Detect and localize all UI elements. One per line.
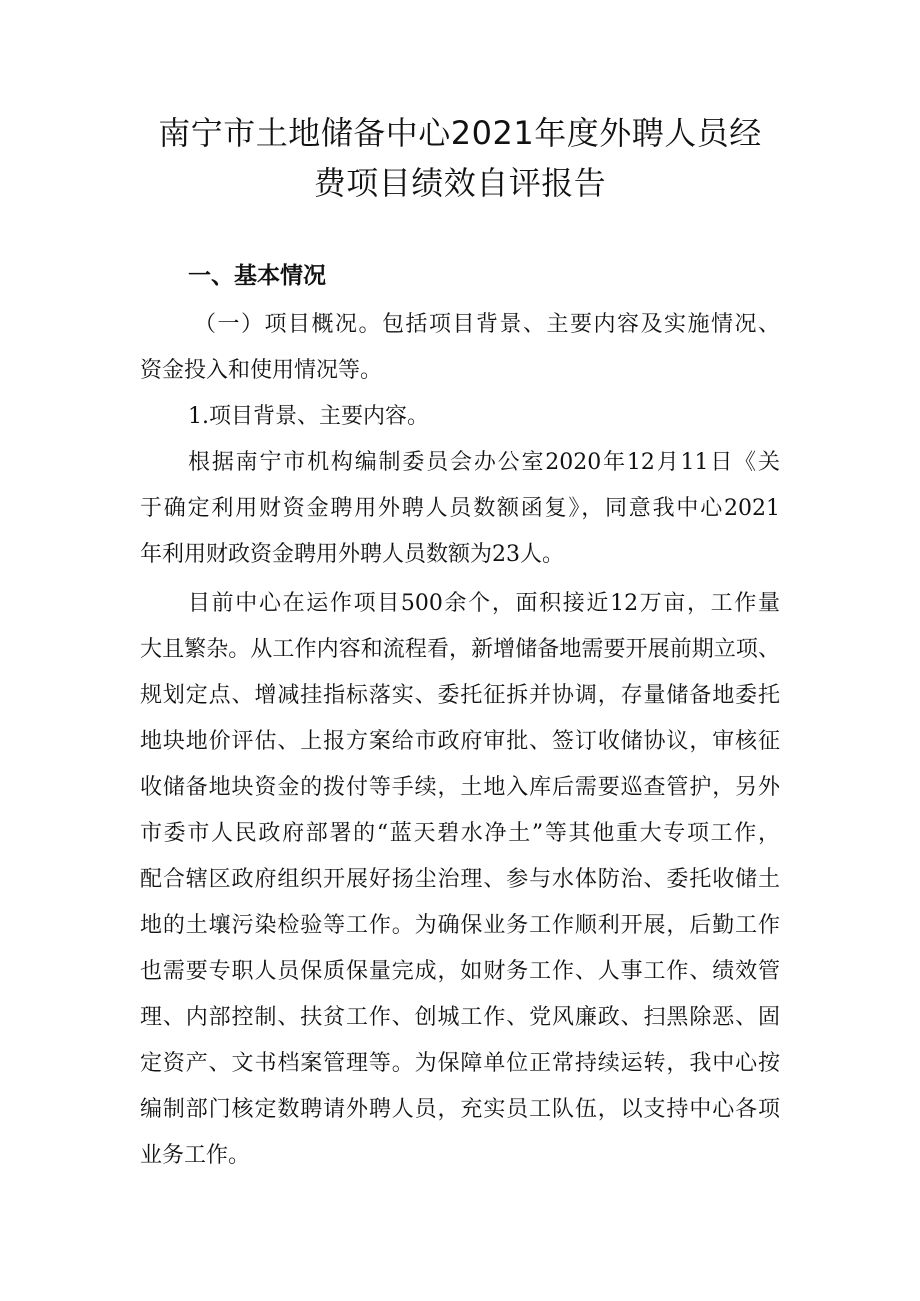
paragraph-line-4: 根据南宁市机构编制委员会办公室2020年12月11日《关 [188,450,780,475]
paragraph-line-13: 配合辖区政府组织开展好扬尘治理、参与水体防治、委托收储土 [140,867,780,892]
paragraph-line-19: 业务工作。 [140,1143,251,1168]
paragraph-line-6: 年利用财政资金聘用外聘人员数额为23人。 [140,542,564,567]
paragraph-line-14: 地的土壤污染检验等工作。为确保业务工作顺利开展，后勤工作 [140,913,780,938]
paragraph-line-7: 目前中心在运作项目500余个，面积接近12万亩，工作量 [188,591,780,616]
paragraph-line-5: 于确定利用财资金聘用外聘人员数额函复》，同意我中心2021 [140,496,780,521]
document-title-line-1: 南宁市土地储备中心2021年度外聘人员经 [158,114,762,152]
paragraph-line-10: 地块地价评估、上报方案给市政府审批、签订收储协议，审核征 [140,729,780,754]
paragraph-line-1: （一）项目概况。包括项目背景、主要内容及实施情况、 [194,312,780,337]
document-title-line-2: 费项目绩效自评报告 [313,164,607,202]
section-heading-basic-info: 一、基本情况 [188,263,326,289]
paragraph-line-18: 编制部门核定数聘请外聘人员，充实员工队伍，以支持中心各项 [140,1097,780,1122]
paragraph-line-16: 理、内部控制、扶贫工作、创城工作、党风廉政、扫黑除恶、固 [140,1005,780,1030]
paragraph-line-9: 规划定点、增减挂指标落实、委托征拆并协调，存量储备地委托 [140,683,780,708]
paragraph-line-2: 资金投入和使用情况等。 [140,358,383,383]
paragraph-line-11: 收储备地块资金的拨付等手续，土地入库后需要巡查管护，另外 [140,775,780,800]
paragraph-line-8: 大且繁杂。从工作内容和流程看，新增储备地需要开展前期立项、 [140,637,780,662]
paragraph-line-3: 1.项目背景、主要内容。 [188,404,429,429]
paragraph-line-15: 也需要专职人员保质保量完成，如财务工作、人事工作、绩效管 [140,959,780,984]
paragraph-line-17: 定资产、文书档案管理等。为保障单位正常持续运转，我中心按 [140,1051,780,1076]
paragraph-line-12: 市委市人民政府部署的“蓝天碧水净土”等其他重大专项工作， [140,821,780,846]
